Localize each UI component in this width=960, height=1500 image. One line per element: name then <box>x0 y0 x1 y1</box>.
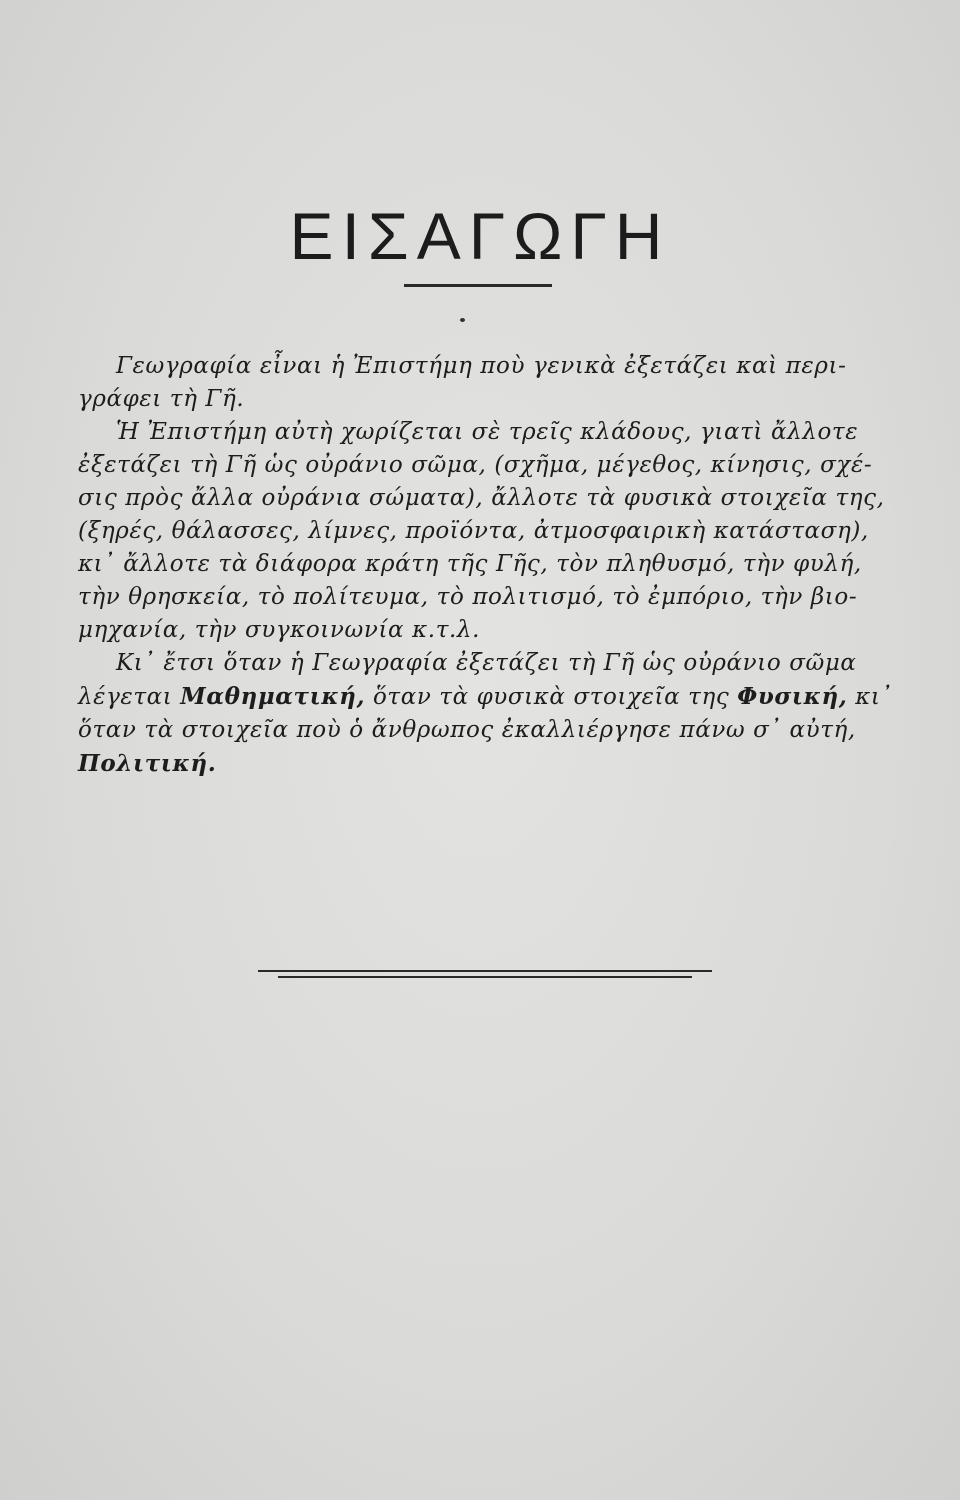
term-political: Πολιτική. <box>78 750 217 777</box>
paragraph-3-line-1: Κι᾽ ἔτσι ὅταν ἡ Γεωγραφία ἐξετάζει τὴ Γῆ ὡς οὐράνιο σῶμα <box>116 650 857 676</box>
paragraph-3-line-3: ὅταν τὰ στοιχεῖα ποὺ ὁ ἄνθρωπος ἐκαλλιέργησε πάνω σ᾽ αὐτή, <box>78 717 856 743</box>
term-mathematical: Μαθηματική, <box>180 683 366 710</box>
end-rule-line-1 <box>258 970 712 972</box>
page-title: ΕΙΣΑΓΩΓΗ <box>289 199 671 273</box>
paragraph-2-line-7: μηχανία, τὴν συγκοινωνία κ.τ.λ. <box>78 617 481 643</box>
line2-mid: ὅταν τὰ φυσικὰ στοιχεῖα της <box>365 684 738 710</box>
body-text <box>78 350 892 780</box>
line2-pre: λέγεται <box>78 684 181 710</box>
end-rule <box>258 970 712 982</box>
paragraph-2-line-4: (ξηρές, θάλασσες, λίμνες, προϊόντα, ἀτμοσφαιρικὴ κατάσταση), <box>78 518 869 544</box>
paragraph-1-line-2: γράφει τὴ Γῆ. <box>78 386 245 412</box>
paragraph-2-line-6: τὴν θρησκεία, τὸ πολίτευμα, τὸ πολιτισμό, τὸ ἐμπόριο, τὴν βιο- <box>78 584 858 610</box>
term-physical: Φυσική, <box>737 683 848 710</box>
paragraph-2-line-1: Ἡ Ἐπιστήμη αὐτὴ χωρίζεται σὲ τρεῖς κλάδους, γιατὶ ἄλλοτε <box>116 419 859 445</box>
ornament-dot <box>460 318 465 322</box>
paragraph-1-line-1: Γεωγραφία εἶναι ἡ Ἐπιστήμη ποὺ γενικὰ ἐξετάζει καὶ περι- <box>116 353 847 379</box>
paragraph-2-line-5: κι᾽ ἄλλοτε τὰ διάφορα κράτη τῆς Γῆς, τὸν πληθυσμό, τὴν φυλή, <box>78 551 862 577</box>
end-rule-line-2 <box>278 976 692 978</box>
paragraph-3-line-2 <box>78 680 891 714</box>
paragraph-2-line-2: ἐξετάζει τὴ Γῆ ὡς οὐράνιο σῶμα, (σχῆμα, μέγεθος, κίνησις, σχέ- <box>78 452 873 478</box>
paragraph-2-line-3: σις πρὸς ἄλλα οὐράνια σώματα), ἄλλοτε τὰ φυσικὰ στοιχεῖα της, <box>78 485 885 511</box>
line2-post: κι᾽ <box>847 684 893 710</box>
title-underline <box>404 284 552 287</box>
